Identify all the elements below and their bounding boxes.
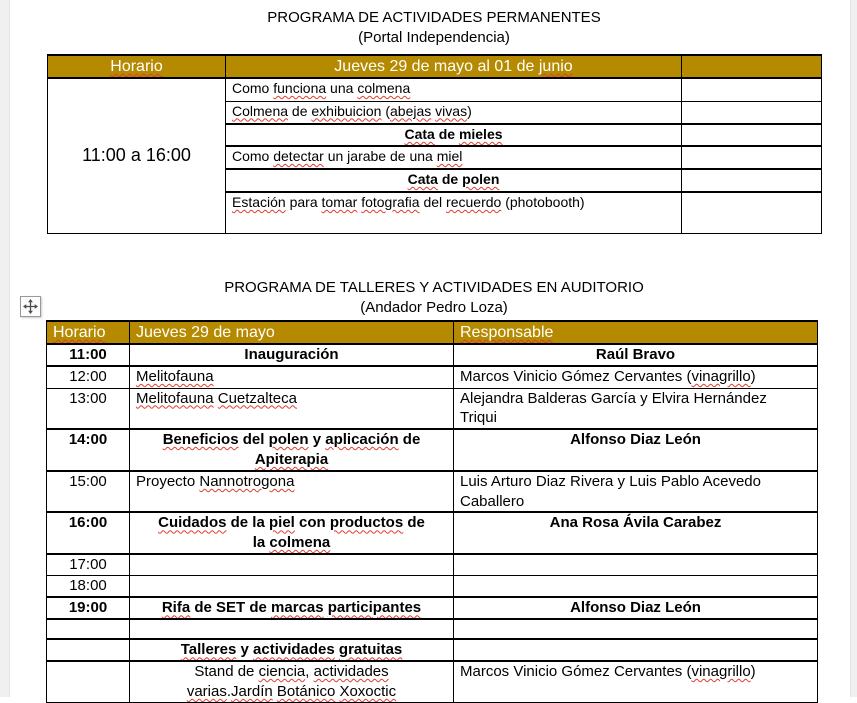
cell-time bbox=[47, 597, 130, 619]
table-row bbox=[47, 619, 818, 639]
table-row bbox=[47, 471, 818, 513]
text-segment: , bbox=[305, 663, 314, 681]
text-segment: Cuidados bbox=[158, 514, 227, 532]
page-margin-right bbox=[850, 0, 857, 697]
section2-title: PROGRAMA DE TALLERES Y ACTIVIDADES EN AUDITORIO bbox=[224, 279, 644, 296]
cell-activity bbox=[130, 429, 454, 471]
cell-activity bbox=[226, 124, 682, 146]
cell-responsable bbox=[454, 661, 818, 702]
table-row bbox=[47, 512, 818, 554]
text-segment: Melitofauna bbox=[136, 389, 214, 407]
table2-header-row bbox=[47, 321, 818, 344]
cell-activity bbox=[226, 78, 682, 101]
cell-activity bbox=[130, 388, 454, 429]
cell-activity bbox=[130, 576, 454, 597]
auditorium-schedule-table bbox=[46, 320, 818, 703]
text-segment: ) bbox=[750, 663, 756, 681]
text-segment: Beneficios bbox=[162, 431, 239, 449]
text-segment: para bbox=[285, 194, 322, 211]
table-row bbox=[47, 366, 818, 388]
text-segment: de la bbox=[226, 514, 269, 532]
text-segment: Horario bbox=[110, 58, 163, 75]
cell-time bbox=[47, 619, 130, 639]
cell-responsable bbox=[454, 366, 818, 388]
text-segment: Alfonso Diaz León bbox=[570, 599, 701, 617]
cell-time-range bbox=[48, 78, 226, 233]
table-row bbox=[48, 78, 822, 101]
text-segment: polen bbox=[462, 171, 500, 188]
cell-time bbox=[47, 661, 130, 702]
text-segment: Proyecto bbox=[136, 472, 200, 490]
cell-time bbox=[47, 554, 130, 576]
text-segment: del bbox=[419, 194, 447, 211]
table-row bbox=[47, 388, 818, 429]
text-segment: la bbox=[252, 534, 270, 552]
table-move-handle[interactable] bbox=[20, 296, 41, 317]
text-segment: Luis Arturo Diaz Rivera y Luis Pablo Acevedo bbox=[460, 472, 761, 490]
text-segment: tomar bbox=[321, 194, 358, 211]
table-row bbox=[47, 597, 818, 619]
cell-empty bbox=[682, 169, 822, 192]
text-segment: Triqui bbox=[460, 409, 497, 427]
text-segment: Melitofauna bbox=[136, 368, 214, 386]
cell-time bbox=[47, 471, 130, 513]
text-segment: ( bbox=[381, 102, 391, 119]
text-segment: Responsable bbox=[460, 324, 554, 341]
text-segment: Talleres bbox=[180, 641, 237, 659]
text-segment: Colmena bbox=[232, 102, 289, 119]
cell-activity bbox=[130, 366, 454, 388]
text-segment: 15:00 bbox=[69, 472, 107, 490]
section2-subtitle: (Andador Pedro Loza) bbox=[360, 299, 508, 316]
text-segment: colmena bbox=[357, 80, 411, 97]
section1-subtitle: (Portal Independencia) bbox=[358, 29, 510, 46]
text-segment: del bbox=[238, 431, 269, 449]
cell-responsable bbox=[454, 512, 818, 554]
text-segment: junio bbox=[538, 58, 573, 75]
text-segment: 18:00 bbox=[69, 577, 107, 595]
text-segment: Inauguración bbox=[244, 346, 339, 364]
text-segment: Como bbox=[232, 80, 274, 97]
text-segment: colmena bbox=[269, 534, 331, 552]
cell-activity bbox=[130, 471, 454, 513]
cell-responsable bbox=[454, 639, 818, 661]
cell-time bbox=[47, 366, 130, 388]
text-segment: de bbox=[437, 171, 463, 188]
text-segment: polen bbox=[268, 431, 309, 449]
text-segment: Botánico bbox=[276, 682, 336, 700]
text-segment: y bbox=[236, 641, 254, 659]
text-segment: vinagrillo bbox=[691, 663, 751, 681]
text-segment: detectar bbox=[273, 148, 324, 165]
text-segment: Como bbox=[232, 148, 274, 165]
text-segment: 11:00 a 16:00 bbox=[82, 144, 191, 165]
text-segment: un jarabe de una bbox=[323, 148, 437, 165]
cell-time bbox=[47, 429, 130, 471]
four-way-move-arrow-icon bbox=[23, 299, 38, 314]
text-segment: con bbox=[294, 514, 330, 532]
cell-responsable bbox=[454, 344, 818, 366]
table1-header-dates bbox=[226, 55, 682, 78]
cell-time bbox=[47, 639, 130, 661]
cell-time bbox=[47, 512, 130, 554]
cell-activity bbox=[130, 619, 454, 639]
permanent-activities-table bbox=[47, 54, 822, 234]
text-segment: 13:00 bbox=[69, 389, 107, 407]
text-segment: Xoxoctic bbox=[339, 682, 397, 700]
cell-time bbox=[47, 576, 130, 597]
text-segment: 16:00 bbox=[68, 514, 108, 532]
text-segment: Ana Rosa Ávila Carabez bbox=[549, 514, 722, 532]
text-segment: Estación bbox=[232, 194, 286, 211]
text-segment: Caballero bbox=[460, 492, 525, 510]
cell-activity bbox=[130, 639, 454, 661]
table-row bbox=[47, 661, 818, 702]
text-segment: marcas bbox=[271, 599, 324, 617]
text-segment: varias bbox=[186, 682, 227, 700]
text-segment: Jueves 29 de mayo bbox=[136, 324, 275, 341]
text-segment: ) bbox=[467, 102, 472, 119]
table1-header-row bbox=[48, 55, 822, 78]
text-segment: Jueves 29 de mayo al 01 de bbox=[334, 58, 539, 75]
text-segment: Marcos Vinicio Gómez Cervantes ( bbox=[460, 663, 692, 681]
table2-header-horario bbox=[47, 321, 130, 344]
text-segment: miel bbox=[436, 148, 463, 165]
table-row bbox=[47, 344, 818, 366]
cell-time bbox=[47, 388, 130, 429]
text-segment: participantes bbox=[327, 599, 422, 617]
text-segment: mieles bbox=[458, 126, 503, 143]
text-segment: funciona bbox=[273, 80, 327, 97]
text-segment: 17:00 bbox=[69, 555, 107, 573]
text-segment: Cuetzalteca bbox=[217, 389, 297, 407]
text-segment: . bbox=[226, 682, 232, 700]
text-segment: Raúl Bravo bbox=[595, 346, 676, 364]
text-segment: gratuitas bbox=[338, 641, 403, 659]
text-segment: 12:00 bbox=[69, 368, 107, 386]
cell-activity bbox=[226, 169, 682, 192]
text-segment: abejas bbox=[390, 102, 432, 119]
cell-activity bbox=[226, 101, 682, 124]
text-segment: vivas bbox=[435, 102, 468, 119]
cell-responsable bbox=[454, 471, 818, 513]
cell-activity bbox=[226, 192, 682, 233]
cell-responsable bbox=[454, 554, 818, 576]
text-segment: piel bbox=[268, 514, 295, 532]
cell-empty bbox=[682, 146, 822, 169]
cell-responsable bbox=[454, 619, 818, 639]
text-segment: 19:00 bbox=[68, 599, 108, 617]
text-segment: Alfonso Diaz León bbox=[570, 431, 701, 449]
cell-responsable bbox=[454, 429, 818, 471]
table-row bbox=[47, 576, 818, 597]
text-segment: Rifa bbox=[161, 599, 191, 617]
cell-activity bbox=[130, 661, 454, 702]
cell-responsable bbox=[454, 388, 818, 429]
cell-activity bbox=[130, 554, 454, 576]
text-segment: fotografia bbox=[361, 194, 420, 211]
text-segment: ) bbox=[750, 368, 756, 386]
text-segment: Cata bbox=[404, 126, 435, 143]
text-segment: de bbox=[434, 126, 459, 143]
cell-empty bbox=[682, 78, 822, 101]
table2-header-responsable bbox=[454, 321, 818, 344]
text-segment: Apiterapia bbox=[254, 451, 329, 468]
text-segment: productos bbox=[329, 514, 404, 532]
text-segment: actividades bbox=[313, 663, 389, 681]
text-segment: (photobooth) bbox=[501, 194, 585, 211]
cell-empty bbox=[682, 192, 822, 233]
text-segment: Nannotrogona bbox=[199, 472, 295, 490]
text-segment: de SET de bbox=[190, 599, 272, 617]
text-segment: de bbox=[403, 514, 425, 532]
table-row bbox=[47, 554, 818, 576]
text-segment: y bbox=[308, 431, 326, 449]
cell-activity bbox=[226, 146, 682, 169]
text-segment: ciencia bbox=[258, 663, 306, 681]
text-segment: de bbox=[398, 431, 421, 449]
text-segment: exhibuicion bbox=[311, 102, 382, 119]
text-segment: actividades bbox=[253, 641, 335, 659]
table-row bbox=[47, 639, 818, 661]
text-segment: Jardín bbox=[231, 682, 273, 700]
text-segment: recuerdo bbox=[446, 194, 502, 211]
cell-responsable bbox=[454, 597, 818, 619]
cell-empty bbox=[682, 124, 822, 146]
text-segment: vinagrillo bbox=[691, 368, 751, 386]
table2-header-day bbox=[130, 321, 454, 344]
text-segment: Marcos Vinicio Gómez Cervantes ( bbox=[460, 368, 692, 386]
text-segment: aplicación bbox=[325, 431, 399, 449]
cell-time bbox=[47, 344, 130, 366]
table-row bbox=[47, 429, 818, 471]
cell-activity bbox=[130, 344, 454, 366]
cell-responsable bbox=[454, 576, 818, 597]
table1-header-empty bbox=[682, 55, 822, 78]
text-segment: de bbox=[288, 102, 312, 119]
text-segment: 14:00 bbox=[68, 431, 108, 449]
text-segment: Stand de bbox=[194, 663, 259, 681]
cell-activity bbox=[130, 597, 454, 619]
cell-activity bbox=[130, 512, 454, 554]
section1-title: PROGRAMA DE ACTIVIDADES PERMANENTES bbox=[267, 9, 601, 26]
text-segment: Alejandra Balderas García y Elvira Hernández bbox=[460, 389, 767, 407]
text-segment: una bbox=[326, 80, 358, 97]
text-segment: Horario bbox=[53, 324, 106, 341]
text-segment: Cata bbox=[407, 171, 438, 188]
text-segment: 11:00 bbox=[69, 346, 107, 364]
page-margin-left bbox=[0, 0, 10, 697]
cell-empty bbox=[682, 101, 822, 124]
table1-header-horario bbox=[48, 55, 226, 78]
